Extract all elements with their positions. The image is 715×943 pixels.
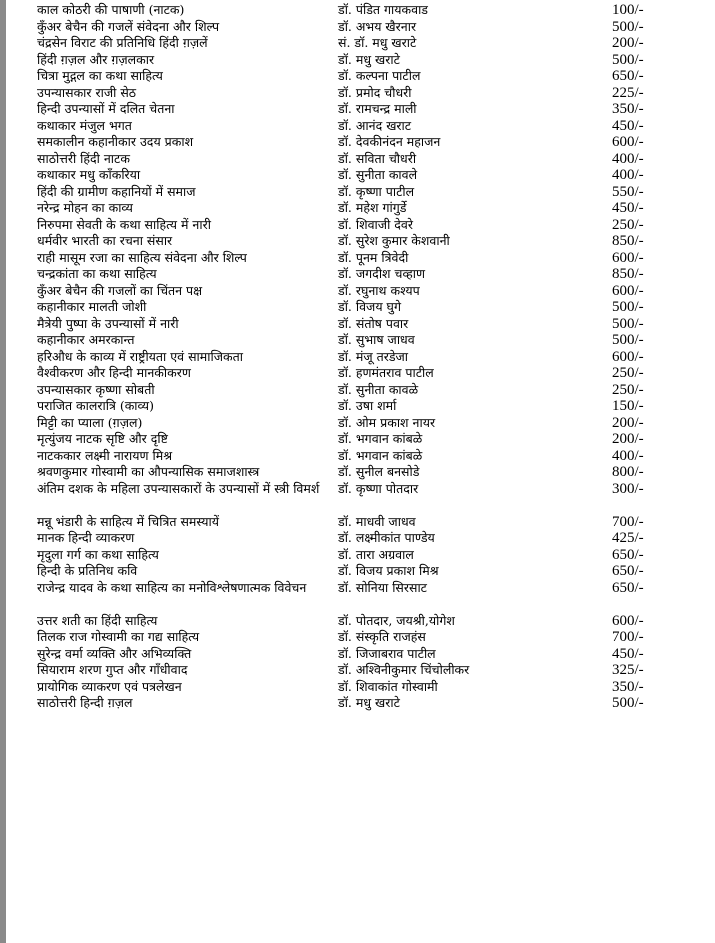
- book-row: [0, 184, 715, 201]
- book-title: श्रवणकुमार गोस्वामी का औपन्यासिक समाजशास्त्र: [37, 464, 260, 479]
- book-price: 700/-: [612, 513, 644, 530]
- book-title: हिंदी की ग्रामीण कहानियों में समाज: [37, 183, 196, 199]
- book-row: [0, 299, 715, 316]
- book-title: उपन्यासकार कृष्णा सोबती: [37, 381, 155, 397]
- book-author: डॉ. लक्ष्मीकांत पाण्डेय: [338, 530, 435, 545]
- book-author: डॉ. भगवान कांबळे: [338, 447, 423, 463]
- book-author: डॉ. पोतदार, जयश्री,योगेश: [338, 612, 455, 628]
- book-author: डॉ. ओम प्रकाश नायर: [338, 414, 436, 430]
- book-price: 600/-: [612, 348, 644, 365]
- book-title: मैत्रेयी पुष्पा के उपन्यासों में नारी: [37, 315, 179, 331]
- book-price: 500/-: [612, 332, 644, 348]
- book-author: डॉ. जगदीश चव्हाण: [338, 266, 425, 281]
- book-author: डॉ. सविता चौधरी: [338, 150, 417, 166]
- book-title: चन्द्रकांता का कथा साहित्य: [37, 266, 157, 281]
- book-title: सियाराम शरण गुप्त और गाँधीवाद: [37, 662, 188, 677]
- book-row: [0, 431, 715, 448]
- book-price: 850/-: [612, 233, 644, 249]
- book-price: 450/-: [612, 645, 644, 662]
- book-row: [0, 19, 715, 36]
- book-price: 500/-: [612, 51, 644, 68]
- book-row: [0, 481, 715, 514]
- book-row: [0, 35, 715, 52]
- book-price: 500/-: [612, 315, 644, 332]
- book-author: सं. डॉ. मधु खराटे: [338, 35, 417, 50]
- book-row: [0, 283, 715, 300]
- book-title: मिट्टी का प्याला (ग़ज़ल): [37, 414, 143, 430]
- book-row: [0, 530, 715, 547]
- book-author: डॉ. रघुनाथ कश्यप: [338, 282, 420, 298]
- book-title: अंतिम दशक के महिला उपन्यासकारों के उपन्यासों में स्त्री विमर्श: [37, 480, 320, 496]
- book-title: कहानीकार मालती जोशी: [37, 299, 147, 314]
- book-author: डॉ. कृष्णा पाटील: [338, 183, 415, 199]
- book-title: राही मासूम रजा का साहित्य संवेदना और शिल्प: [37, 249, 247, 265]
- book-price: 450/-: [612, 200, 644, 216]
- book-row: [0, 349, 715, 366]
- book-author: डॉ. अश्विनीकुमार चिंचोलीकर: [338, 662, 470, 677]
- book-author: डॉ. मधु खराटे: [338, 51, 400, 67]
- book-row: [0, 52, 715, 69]
- book-row: [0, 101, 715, 118]
- book-title: कथाकार मंजुल भगत: [37, 117, 132, 133]
- book-author: डॉ. सुभाष जाधव: [338, 332, 415, 347]
- book-title: काल कोठरी की पाषाणी (नाटक): [37, 2, 185, 17]
- book-title: समकालीन कहानीकार उदय प्रकाश: [37, 134, 194, 149]
- book-row: [0, 679, 715, 696]
- book-price-list: [0, 2, 715, 712]
- book-author: डॉ. विजय घुगे: [338, 299, 401, 314]
- book-row: [0, 151, 715, 168]
- book-title: मन्नू भंडारी के साहित्य में चित्रित समस्यायें: [37, 513, 219, 529]
- book-row: [0, 448, 715, 465]
- book-author: डॉ. आनंद खराट: [338, 117, 412, 133]
- book-row: [0, 580, 715, 613]
- book-author: डॉ. पंडित गायकवाड: [338, 2, 428, 17]
- book-author: डॉ. सुनील बनसोडे: [338, 464, 420, 479]
- book-author: डॉ. उषा शर्मा: [338, 398, 397, 413]
- book-price: 200/-: [612, 414, 644, 431]
- book-row: [0, 563, 715, 580]
- book-row: [0, 167, 715, 184]
- book-price: 400/-: [612, 447, 644, 464]
- book-title: उपन्यासकार राजी सेठ: [37, 84, 137, 100]
- book-title: कहानीकार अमरकान्त: [37, 332, 135, 347]
- book-author: डॉ. मंजू तरडेजा: [338, 348, 409, 364]
- book-title: साठोत्तरी हिंदी नाटक: [37, 150, 130, 166]
- book-title: पराजित कालरात्रि (काव्य): [37, 398, 154, 413]
- book-author: डॉ. सुनीता कावळे: [338, 381, 419, 397]
- book-row: [0, 2, 715, 19]
- book-author: डॉ. माधवी जाधव: [338, 513, 416, 529]
- book-row: [0, 646, 715, 663]
- book-price: 150/-: [612, 398, 644, 414]
- book-author: डॉ. कृष्णा पोतदार: [338, 480, 419, 496]
- book-row: [0, 200, 715, 217]
- book-title: मानक हिन्दी व्याकरण: [37, 530, 135, 545]
- book-author: डॉ. संतोष पवार: [338, 315, 409, 331]
- book-row: [0, 316, 715, 333]
- book-row: [0, 695, 715, 712]
- book-price: 600/-: [612, 282, 644, 299]
- book-row: [0, 266, 715, 283]
- book-price: 500/-: [612, 18, 644, 35]
- book-price: 425/-: [612, 530, 644, 546]
- book-price: 400/-: [612, 167, 644, 183]
- book-author: डॉ. अभय खैरनार: [338, 18, 417, 34]
- book-author: डॉ. हणमंतराव पाटील: [338, 365, 434, 380]
- book-title: चित्रा मुद्गल का कथा साहित्य: [37, 68, 163, 83]
- book-row: [0, 250, 715, 267]
- book-price: 250/-: [612, 365, 644, 381]
- book-price: 650/-: [612, 546, 644, 563]
- book-price: 300/-: [612, 480, 644, 497]
- book-row: [0, 514, 715, 531]
- book-title: मृदुला गर्ग का कथा साहित्य: [37, 546, 159, 562]
- book-author: डॉ. सोनिया सिरसाट: [338, 579, 427, 595]
- book-author: डॉ. देवकीनंदन महाजन: [338, 134, 441, 149]
- book-author: डॉ. मधु खराटे: [338, 695, 400, 710]
- book-author: डॉ. प्रमोद चौधरी: [338, 84, 412, 100]
- book-author: डॉ. सुरेश कुमार केशवानी: [338, 233, 450, 248]
- book-price: 500/-: [612, 695, 644, 711]
- book-row: [0, 382, 715, 399]
- book-row: [0, 233, 715, 250]
- book-author: डॉ. विजय प्रकाश मिश्र: [338, 563, 439, 578]
- book-row: [0, 629, 715, 646]
- book-price: 650/-: [612, 68, 644, 84]
- book-price: 200/-: [612, 35, 644, 51]
- book-price: 700/-: [612, 629, 644, 645]
- book-price: 550/-: [612, 183, 644, 200]
- book-title: तिलक राज गोस्वामी का गद्य साहित्य: [37, 629, 200, 644]
- book-price: 325/-: [612, 662, 644, 678]
- book-row: [0, 85, 715, 102]
- book-title: राजेन्द्र यादव के कथा साहित्य का मनोविश्लेषणात्मक विवेचन: [37, 579, 307, 595]
- book-price: 200/-: [612, 431, 644, 447]
- book-row: [0, 547, 715, 564]
- book-row: [0, 365, 715, 382]
- book-price: 650/-: [612, 579, 644, 596]
- book-title: हरिऔध के काव्य में राष्ट्रीयता एवं सामाजिकता: [37, 348, 243, 364]
- book-row: [0, 332, 715, 349]
- book-author: डॉ. रामचन्द्र माली: [338, 101, 417, 116]
- book-price: 100/-: [612, 2, 644, 18]
- book-author: डॉ. तारा अग्रवाल: [338, 546, 414, 562]
- book-price: 800/-: [612, 464, 644, 480]
- book-price: 500/-: [612, 299, 644, 315]
- book-author: डॉ. शिवाकांत गोस्वामी: [338, 678, 438, 694]
- book-title: धर्मवीर भारती का रचना संसार: [37, 233, 173, 248]
- book-author: डॉ. सुनीता कावले: [338, 167, 418, 182]
- book-price: 250/-: [612, 381, 644, 398]
- book-author: डॉ. पूनम त्रिवेदी: [338, 249, 409, 265]
- book-row: [0, 68, 715, 85]
- book-title: कुँअर बेचैन की गजलें संवेदना और शिल्प: [37, 18, 220, 34]
- book-price: 250/-: [612, 216, 644, 233]
- book-author: डॉ. कल्पना पाटील: [338, 68, 421, 83]
- book-title: हिंदी ग़ज़ल और ग़ज़लकार: [37, 51, 155, 67]
- book-title: चंद्रसेन विराट की प्रतिनिधि हिंदी ग़ज़लें: [37, 35, 208, 50]
- book-title: कुँअर बेचैन की गजलों का चिंतन पक्ष: [37, 282, 203, 298]
- book-author: डॉ. भगवान कांबळे: [338, 431, 423, 446]
- book-price: 600/-: [612, 249, 644, 266]
- book-price: 650/-: [612, 563, 644, 579]
- book-row: [0, 118, 715, 135]
- book-price: 850/-: [612, 266, 644, 282]
- book-title: प्रायोगिक व्याकरण एवं पत्रलेखन: [37, 678, 182, 694]
- book-row: [0, 613, 715, 630]
- book-title: मृत्युंजय नाटक सृष्टि और दृष्टि: [37, 431, 168, 446]
- book-price: 600/-: [612, 612, 644, 629]
- book-title: नाटककार लक्ष्मी नारायण मिश्र: [37, 447, 173, 463]
- book-title: नरेन्द्र मोहन का काव्य: [37, 200, 133, 215]
- book-title: सुरेन्द्र वर्मा व्यक्ति और अभिव्यक्ति: [37, 645, 192, 661]
- book-price: 350/-: [612, 101, 644, 117]
- book-row: [0, 662, 715, 679]
- book-author: डॉ. संस्कृति राजहंस: [338, 629, 426, 644]
- book-price: 450/-: [612, 117, 644, 134]
- book-title: कथाकार मधु काँकरिया: [37, 167, 141, 182]
- book-title: साठोत्तरी हिन्दी ग़ज़ल: [37, 695, 133, 710]
- book-title: निरुपमा सेवती के कथा साहित्य में नारी: [37, 216, 211, 232]
- book-row: [0, 134, 715, 151]
- book-row: [0, 217, 715, 234]
- book-title: हिन्दी उपन्यासों में दलित चेतना: [37, 101, 175, 116]
- book-row: [0, 398, 715, 415]
- book-price: 600/-: [612, 134, 644, 150]
- book-title: वैश्वीकरण और हिन्दी मानकीकरण: [37, 365, 191, 380]
- book-price: 350/-: [612, 678, 644, 695]
- book-title: उत्तर शती का हिंदी साहित्य: [37, 612, 158, 628]
- book-price: 400/-: [612, 150, 644, 167]
- book-title: हिन्दी के प्रतिनिध कवि: [37, 563, 138, 578]
- book-price: 225/-: [612, 84, 644, 101]
- book-row: [0, 464, 715, 481]
- book-author: डॉ. महेश गांगुर्डे: [338, 200, 407, 215]
- book-row: [0, 415, 715, 432]
- book-author: डॉ. शिवाजी देवरे: [338, 216, 413, 232]
- book-author: डॉ. जिजाबराव पाटील: [338, 645, 436, 661]
